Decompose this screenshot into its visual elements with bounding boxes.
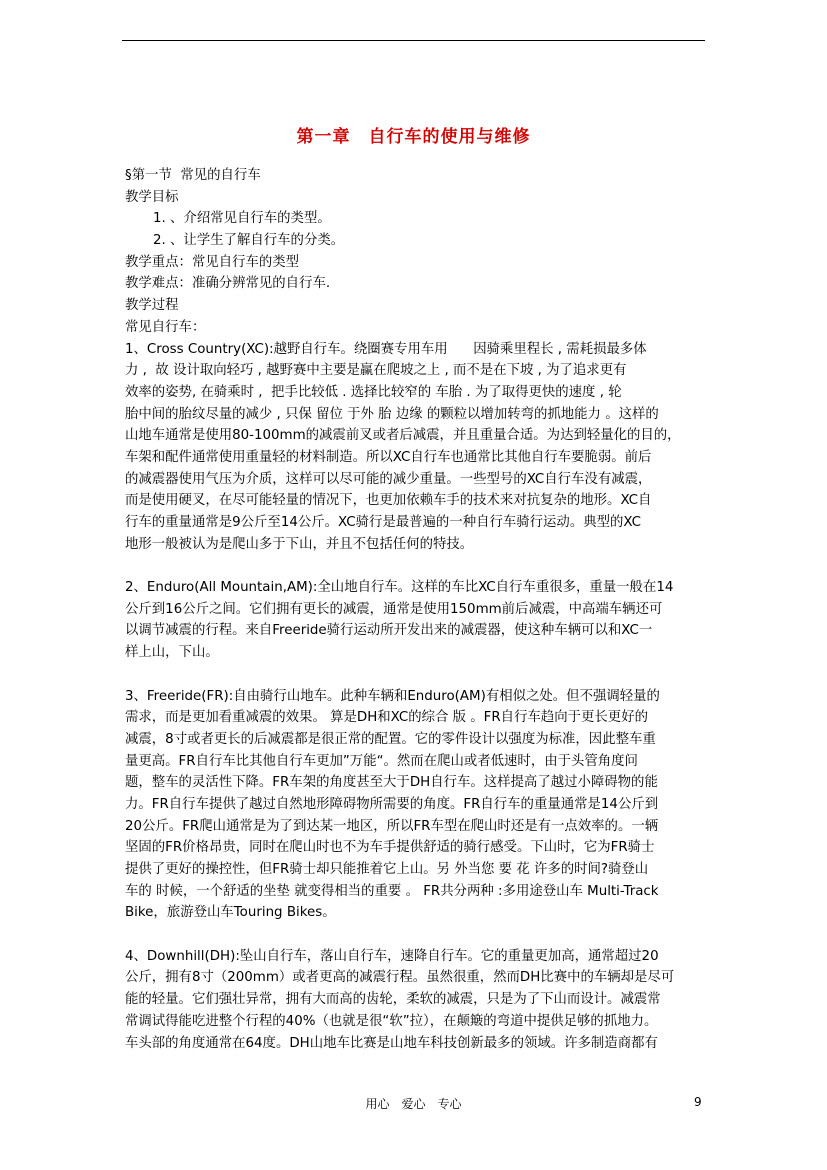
paragraph-gap [125, 555, 705, 577]
text-line: 4、Downhill(DH):坠山自行车，落山自行车，速降自行车。它的重量更加高，通常超过20 [125, 948, 659, 964]
text-line: §第一节 常见的自行车 [125, 168, 261, 183]
text-line: 减震，8寸或者更长的后减震都是很正常的配置。它的零件设计以强度为标准，因此整车重 [125, 731, 656, 747]
text-line: 的减震器使用气压为介质，这样可以尽可能的减少重量。一些型号的XC自行车没有减震， [125, 471, 652, 487]
text-line: 以调节减震的行程。来自Freeride骑行运动所开发出来的减震器，使这种车辆可以和XC一 [125, 623, 653, 639]
text-line: 教学重点：常见自行车的类型 [125, 254, 300, 270]
text-line: 常见自行车： [125, 319, 206, 335]
header-rule [122, 40, 705, 41]
text-line: 车的 时候，一个舒适的坐垫 就变得相当的重要 。 FR共分两种 :多用途登山车 Multi-Track [125, 883, 659, 899]
body-text [125, 165, 705, 1054]
text-line: 需求，而是更加看重减震的效果。 算是DH和XC的综合 版 。FR自行车趋向于更长更好的 [125, 710, 648, 726]
text-line: Bike，旅游登山车Touring Bikes。 [125, 905, 336, 921]
text-line: 胎中间的胎纹尽量的减少 , 只保 留位 于外 胎 边缘 的颗粒以增加转弯的抓地能力 。这样的 [125, 406, 659, 422]
text-line: 力。FR自行车提供了越过自然地形障碍物所需要的角度。FR自行车的重量通常是14公斤到 [125, 796, 659, 812]
text-line: 行车的重量通常是9公斤至14公斤。XC骑行是最普遍的一种自行车骑行运动。典型的XC [125, 515, 641, 530]
text-line: 公斤到16公斤之间。它们拥有更长的减震，通常是使用150mm前后减震，中高端车辆还可 [125, 601, 663, 617]
text-line: 公斤，拥有8寸（200mm）或者更高的减震行程。虽然很重，然而DH比赛中的车辆却是尽可 [125, 970, 675, 986]
text-line: 车头部的角度通常在64度。DH山地车比赛是山地车科技创新最多的领域。许多制造商都有 [125, 1035, 658, 1051]
paragraph-gap [125, 664, 705, 686]
text-line: 3、Freeride(FR):自由骑行山地车。此种车辆和Enduro(AM)有相似之处。但不强调轻量的 [125, 688, 660, 704]
text-line: 1、Cross Country(XC):越野自行车。绕圈赛专用车用 因骑乘里程长 , 需耗损最多体 [125, 341, 647, 357]
page-number: 9 [694, 1095, 702, 1109]
text-line: 提供了更好的操控性，但FR骑士却只能推着它上山。另 外当您 要 花 许多的时间?骑登山 [125, 862, 649, 877]
text-line: 题，整车的灵活性下降。FR车架的角度甚至大于DH自行车。这样提高了越过小障碍物的能 [125, 775, 658, 791]
text-line: 力 , 故 设计取向轻巧 , 越野赛中主要是赢在爬坡之上 , 而不是在下坡 , 为了追求更有 [125, 363, 627, 379]
text-line: 样上山，下山。 [125, 645, 219, 661]
text-line: 2. 、让学生了解自行车的分类。 [153, 233, 345, 249]
text-line: 20公斤。FR爬山通常是为了到达某一地区，所以FR车型在爬山时还是有一点效率的。一辆 [125, 818, 659, 834]
text-line: 车架和配件通常使用重量轻的材料制造。所以XC自行车也通常比其他自行车要脆弱。前后 [125, 449, 652, 465]
text-line: 教学难点：准确分辨常见的自行车. [125, 276, 331, 292]
text-line: 1. 、介绍常见自行车的类型。 [153, 211, 331, 227]
text-line: 山地车通常是使用80-100mm的减震前叉或者后减震，并且重量合适。为达到轻量化的目的， [125, 428, 681, 444]
text-line: 教学目标 [125, 189, 179, 205]
text-line: 2、Enduro(All Mountain,AM):全山地自行车。这样的车比XC自行车重很多，重量一般在14 [125, 580, 674, 596]
footer-motto: 用心 爱心 专心 [365, 1097, 462, 1111]
text-line: 常调试得能吃进整个行程的40%（也就是很“软”拉），在颠簸的弯道中提供足够的抓地力。 [125, 1013, 658, 1029]
text-line: 能的轻量。它们强壮异常，拥有大而高的齿轮，柔软的减震，只是为了下山而设计。减震常 [125, 992, 661, 1008]
text-line: 量更高。FR自行车比其他自行车更加”万能“。然而在爬山或者低速时，由于头管角度问 [125, 753, 638, 769]
text-line: 教学过程 [125, 298, 179, 314]
text-line: 地形一般被认为是爬山多于下山，并且不包括任何的特技。 [125, 536, 474, 552]
text-line: 而是使用硬叉，在尽可能轻量的情况下，也更加依赖车手的技术来对抗复杂的地形。XC自 [125, 493, 652, 509]
chapter-title: 第一章 自行车的使用与维修 [296, 127, 531, 147]
paragraph-gap [125, 924, 705, 946]
text-line: 效率的姿势, 在骑乘时 , 把手比较低 . 选择比较窄的 车胎 . 为了取得更快的速度 , 轮 [125, 384, 622, 400]
text-line: 坚固的FR价格昂贵，同时在爬山时也不为车手提供舒适的骑行感受。下山时，它为FR骑士 [125, 840, 655, 856]
